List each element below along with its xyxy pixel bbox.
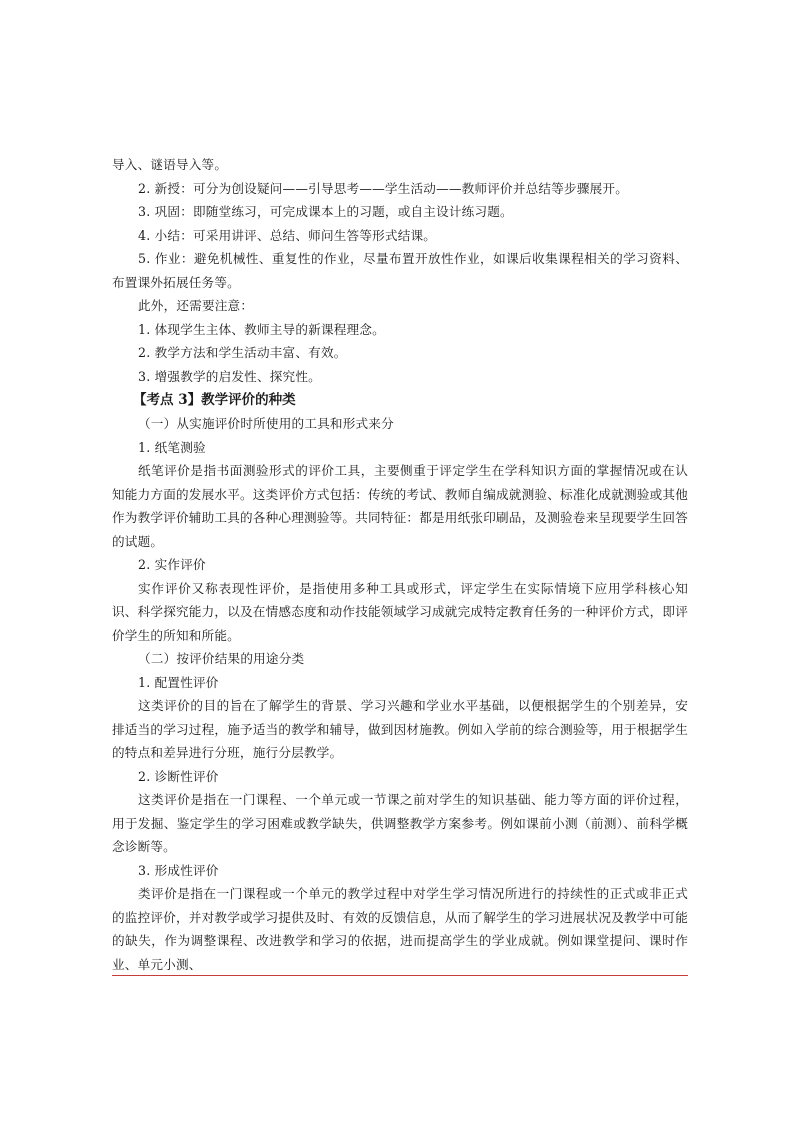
item-heading-placement: 1. 配置性评价 xyxy=(138,674,219,690)
list-item-note-3: 3. 增强教学的启发性、探究性。 xyxy=(138,368,321,384)
list-item-note-2: 2. 教学方法和学生活动丰富、有效。 xyxy=(138,345,347,360)
list-item-note-1: 1. 体现学生主体、教师主导的新课程理念。 xyxy=(138,321,385,337)
paragraph-formative: 类评价是指在一门课程或一个单元的教学过程中对学生学习情况所进行的持续性的正式或非正式的监控评价，并对教学或学习提供及时、有效的反馈信息，从而了解学生的学习进展状况及教学中可能的缺失，作为调整课程、改进教学和学习的依据，进而提高学生的学业成就。例如课堂提问、课时作业、单元小测、 xyxy=(112,886,688,972)
list-item-consolidation: 3. 巩固：即随堂练习，可完成课本上的习题，或自主设计练习题。 xyxy=(138,204,513,219)
item-heading-formative: 3. 形成性评价 xyxy=(138,862,219,878)
list-item-summary: 4. 小结：可采用讲评、总结、师问生答等形式结课。 xyxy=(138,227,437,243)
paragraph-paper-test: 纸笔评价是指书面测验形式的评价工具，主要侧重于评定学生在学科知识方面的掌握情况或在认知能力方面的发展水平。这类评价方式包括：传统的考试、教师自编成就测验、标准化成就测验或其他作为教学评价辅助工具的各种心理测验等。共同特征：都是用纸张印刷品，及测验卷来呈现要学生回答的试题。 xyxy=(112,463,688,549)
item-heading-diagnostic: 2. 诊断性评价 xyxy=(138,768,219,784)
paragraph-performance: 实作评价又称表现性评价，是指使用多种工具或形式，评定学生在实际情境下应用学科核心知识、科学探究能力，以及在情感态度和动作技能领域学习成就完成特定教育任务的一种评价方式，即评价学生的所知和所能。 xyxy=(112,580,688,643)
item-heading-paper-test: 1. 纸笔测验 xyxy=(138,439,206,455)
subheading-by-tools: （一）从实施评价时所使用的工具和形式来分 xyxy=(138,416,394,431)
subheading-by-use: （二）按评价结果的用途分类 xyxy=(138,651,305,666)
paragraph-intro-continuation: 导入、谜语导入等。 xyxy=(112,157,228,172)
item-heading-performance: 2. 实作评价 xyxy=(138,557,206,572)
page-content xyxy=(112,153,688,976)
list-item-homework: 5. 作业：避免机械性、重复性的作业，尽量布置开放性作业，如课后收集课程相关的学习资料、布置课外拓展任务等。 xyxy=(112,251,688,290)
footer-divider xyxy=(112,975,688,976)
paragraph-notes-intro: 此外，还需要注意： xyxy=(138,298,254,313)
paragraph-diagnostic: 这类评价是指在一门课程、一个单元或一节课之前对学生的知识基础、能力等方面的评价过程，用于发掘、鉴定学生的学习困难或教学缺失，供调整教学方案参考。例如课前小测（前测）、前科学概念诊断等。 xyxy=(112,792,688,854)
paragraph-placement: 这类评价的目的旨在了解学生的背景、学习兴趣和学业水平基础，以便根据学生的个别差异，安排适当的学习过程，施予适当的教学和辅导，做到因材施教。例如入学前的综合测验等，用于根据学生的特点和差异进行分班，施行分层教学。 xyxy=(112,698,688,760)
section-heading: 【考点 3】教学评价的种类 xyxy=(133,392,296,408)
list-item-new-lesson: 2. 新授：可分为创设疑问——引导思考——学生活动——教师评价并总结等步骤展开。 xyxy=(138,180,628,196)
